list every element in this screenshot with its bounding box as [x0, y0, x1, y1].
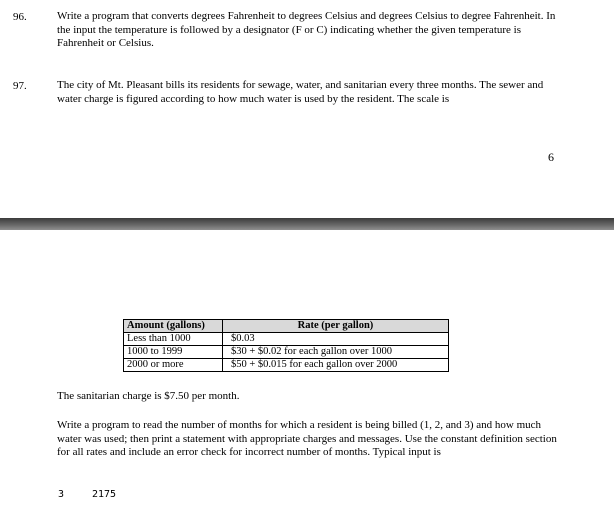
table-header-row — [124, 320, 449, 333]
sanitarian-note: The sanitarian charge is $7.50 per month. — [57, 390, 240, 402]
problem-97-number: 97. — [13, 80, 27, 92]
table-row — [124, 359, 449, 372]
rate-cell: $0.03 — [223, 333, 449, 346]
page-break — [0, 218, 614, 230]
rate-cell: $30 + $0.02 for each gallon over 1000 — [223, 346, 449, 359]
amount-cell: 1000 to 1999 — [124, 346, 223, 359]
page-top — [0, 0, 614, 218]
amount-cell: 2000 or more — [124, 359, 223, 372]
header-amount: Amount (gallons) — [124, 320, 223, 333]
problem-97-intro: The city of Mt. Pleasant bills its residents for sewage, water, and sanitarian every three months. The sewer and water charge is figured according to how much water is used by the resident. The scale is — [57, 79, 544, 105]
typical-input-months: 3 — [58, 489, 65, 500]
problem-96-number: 96. — [13, 11, 27, 23]
header-rate: Rate (per gallon) — [223, 320, 449, 333]
typical-input-gallons: 2175 — [92, 489, 117, 500]
problem-97-instructions: Write a program to read the number of months for which a resident is being billed (1, 2, and 3) and how much water was used; then print a statement with appropriate charges and messages. Use the constant definition section for all rates and include an error check for incorrect number of months. Typical input is — [57, 419, 557, 458]
rate-cell: $50 + $0.015 for each gallon over 2000 — [223, 359, 449, 372]
rate-table — [123, 319, 449, 372]
table-row — [124, 333, 449, 346]
table-row — [124, 346, 449, 359]
problem-96-text: Write a program that converts degrees Fahrenheit to degrees Celsius and degrees Celsius to degree Fahrenheit. In the input the temperature is followed by a designator (F or C) indicating whether the given temperature is Fahrenheit or Celsius. — [57, 10, 556, 49]
page-number: 6 — [548, 150, 554, 164]
amount-cell: Less than 1000 — [124, 333, 223, 346]
